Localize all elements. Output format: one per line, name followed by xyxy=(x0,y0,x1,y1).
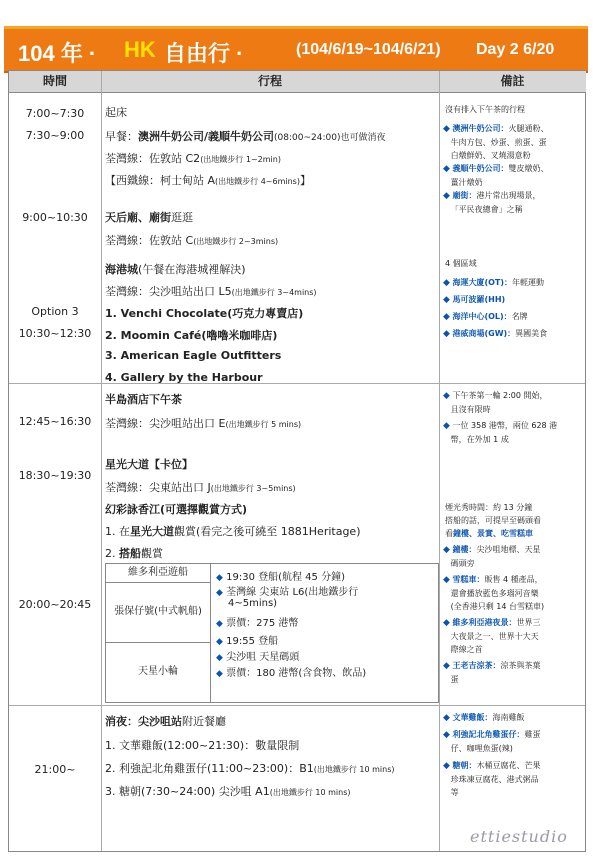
boat-junk: 張保仔號(中式帆船) xyxy=(106,582,210,643)
boat-table xyxy=(105,563,439,703)
note-7: ◆ 馬可波羅(HH) xyxy=(443,295,506,305)
header-year: 104 年 · xyxy=(18,41,97,66)
night-title: 消夜：尖沙咀站附近餐廳 xyxy=(105,715,226,728)
note-15: ◆ 維多利亞港夜景：世界三 大夜景之一、世界十大天 際線之首 xyxy=(443,618,541,654)
diamond-bullet-icon: ◆ xyxy=(443,278,450,288)
tea-title: 半島酒店下午茶 xyxy=(105,393,182,406)
night-1: 1. 文華雞飯(12:00~21:30)：數量限制 xyxy=(105,739,300,752)
star-route: 荃灣線：尖東站出口 J(出地鐵步行 3~5mins) xyxy=(105,481,296,494)
night-3: 3. 糖朝(7:30~24:00) 尖沙咀 A1(出地鐵步行 10 mins) xyxy=(105,785,351,798)
note-5: 4 個區域 xyxy=(445,259,477,268)
header-date-range: (104/6/19~104/6/21) xyxy=(296,41,441,58)
diamond-bullet-icon: ◆ xyxy=(443,618,450,628)
col-header-itinerary: 行程 xyxy=(101,71,439,93)
itinerary-table xyxy=(8,70,586,852)
symphony-option-1: 1. 在星光大道觀賞(看完之後可繞至 1881Heritage) xyxy=(105,525,361,538)
diamond-bullet-icon: ◆ xyxy=(443,164,450,174)
note-19: ◆ 糖朝：木桶豆腐花、芒果 珍珠凍豆腐花、港式粥品 等 xyxy=(443,761,541,797)
header-hk: HK xyxy=(124,37,156,62)
diamond-bullet-icon: ◆ xyxy=(443,545,450,555)
ferry-2: ◆ 尖沙咀 天星碼頭 xyxy=(216,652,300,663)
note-12: 煙光秀時間：約 13 分鐘 搭船的話，可提早至碼頭看 看鐘樓、景實、吃雪糕車 xyxy=(445,503,541,538)
boat-star-ferry: 天星小輪 xyxy=(138,666,178,677)
divider xyxy=(9,383,585,384)
breakfast: 早餐：澳洲牛奶公司/義順牛奶公司(08:00~24:00)也可做消夜 xyxy=(105,130,386,143)
diamond-bullet-icon: ◆ xyxy=(443,295,450,305)
page-header xyxy=(4,26,588,71)
divider xyxy=(101,71,102,851)
star-title: 星光大道【卡位】 xyxy=(105,458,193,471)
diamond-bullet-icon: ◆ xyxy=(443,661,450,671)
harbour-title: 海港城(午餐在海港城裡解決) xyxy=(105,263,246,276)
col-header-notes: 備註 xyxy=(439,71,586,93)
diamond-bullet-icon: ◆ xyxy=(216,573,223,583)
temple-title: 天后廟、廟街逛逛 xyxy=(105,211,193,224)
diamond-bullet-icon: ◆ xyxy=(443,421,450,431)
temple-route: 荃灣線：佐敦站 C(出地鐵步行 2~3mins) xyxy=(105,234,279,247)
note-17: ◆ 文華雞飯：海南雞飯 xyxy=(443,713,525,723)
divider xyxy=(210,564,211,702)
night-2: 2. 利強記北角雞蛋仔(11:00~23:00)：B1(出地鐵步行 10 mins) xyxy=(105,762,395,775)
diamond-bullet-icon: ◆ xyxy=(443,312,450,322)
wake: 起床 xyxy=(105,106,127,119)
diamond-bullet-icon: ◆ xyxy=(443,713,450,723)
symphony-option-2: 2. 搭船觀賞 xyxy=(105,547,163,560)
time-breakfast: 7:30~9:00 xyxy=(25,129,85,142)
col-header-time: 時間 xyxy=(9,71,101,93)
harbour-shop-3: 3. American Eagle Outfitters xyxy=(105,349,282,362)
diamond-bullet-icon: ◆ xyxy=(216,669,223,679)
note-10: ◆ 下午茶第一輪 2:00 開始， 且沒有限時 xyxy=(443,391,548,414)
breakfast-route-2: 【西鐵線：柯士甸站 A(出地鐵步行 4~6mins)】 xyxy=(105,174,311,187)
note-8: ◆ 海洋中心(OL)：名牌 xyxy=(443,312,528,322)
diamond-bullet-icon: ◆ xyxy=(216,619,223,629)
harbour-route: 荃灣線：尖沙咀站出口 L5(出地鐵步行 3~4mins) xyxy=(105,285,317,298)
harbour-shop-1: 1. Venchi Chocolate(巧克力專賣店) xyxy=(105,307,304,320)
diamond-bullet-icon: ◆ xyxy=(443,730,450,740)
symphony-title: 幻彩詠香江(可選擇觀賞方式) xyxy=(105,503,248,516)
ferry-1: ◆ 19:55 登船 xyxy=(216,636,279,647)
note-1: 沒有排入下午茶的行程 xyxy=(445,105,525,114)
diamond-bullet-icon: ◆ xyxy=(443,191,450,201)
time-symphony: 20:00~20:45 xyxy=(18,598,92,611)
junk-3: ◆ 票價：275 港幣 xyxy=(216,618,299,629)
note-3: ◆ 義順牛奶公司：雙皮燉奶、 薑汁燉奶 xyxy=(443,164,549,187)
note-9: ◆ 港威商場(GW)：異國美食 xyxy=(443,329,548,339)
ferry-3: ◆ 票價：180 港幣(含食物、飲品) xyxy=(216,668,367,679)
breakfast-route-1: 荃灣線：佐敦站 C2(出地鐵步行 1~2min) xyxy=(105,152,281,165)
diamond-bullet-icon: ◆ xyxy=(216,653,223,663)
junk-2b: 4~5mins) xyxy=(228,598,278,609)
time-harbour: 10:30~12:30 xyxy=(18,327,92,340)
note-14: ◆ 雪糕車：販售 4 種產品， 還會播放藍色多瑙河音樂 (全香港只剩 14 台雪糕車) xyxy=(443,575,545,611)
diamond-bullet-icon: ◆ xyxy=(216,588,223,598)
divider xyxy=(9,705,585,706)
harbour-shop-4: 4. Gallery by the Harbour xyxy=(105,371,263,384)
note-6: ◆ 海運大廈(OT)：年輕運動 xyxy=(443,278,545,288)
note-13: ◆ 鐘樓：尖沙咀地標、天星 碼頭旁 xyxy=(443,545,541,568)
divider xyxy=(439,71,440,851)
time-wake: 7:00~7:30 xyxy=(25,107,85,120)
time-temple: 9:00~10:30 xyxy=(22,211,88,224)
diamond-bullet-icon: ◆ xyxy=(443,761,450,771)
header-trip: 自由行 · xyxy=(164,41,244,66)
junk-1: ◆ 19:30 登船(航程 45 分鐘) xyxy=(216,572,345,583)
boat-header: 維多利亞遊船 xyxy=(106,564,210,583)
diamond-bullet-icon: ◆ xyxy=(443,575,450,585)
diamond-bullet-icon: ◆ xyxy=(216,637,223,647)
header-day: Day 2 6/20 xyxy=(476,41,555,58)
diamond-bullet-icon: ◆ xyxy=(443,124,450,134)
diamond-bullet-icon: ◆ xyxy=(443,391,450,401)
time-tea: 12:45~16:30 xyxy=(18,415,92,428)
time-night: 21:00~ xyxy=(34,763,76,776)
harbour-shop-2: 2. Moomin Café(嚕嚕米咖啡店) xyxy=(105,329,278,342)
diamond-bullet-icon: ◆ xyxy=(443,329,450,339)
time-option: Option 3 xyxy=(31,305,79,318)
note-11: ◆ 一位 358 港幣，兩位 628 港 幣，在外加 1 成 xyxy=(443,421,558,444)
note-18: ◆ 利強記北角雞蛋仔：雞蛋 仔、咖哩魚蛋(辣) xyxy=(443,730,541,753)
tea-route: 荃灣線：尖沙咀站出口 E(出地鐵步行 5 mins) xyxy=(105,417,302,430)
note-16: ◆ 王老吉涼茶：涼茶與茶葉 蛋 xyxy=(443,661,541,684)
note-4: ◆ 廟街：港片常出現場景， 「平民夜總會」之稱 xyxy=(443,191,541,214)
watermark: ettiestudio xyxy=(470,827,568,846)
note-2: ◆ 澳洲牛奶公司：火腿通粉、 牛肉方包、炒蛋、煎蛋、蛋 白燉鮮奶、叉燒湯意粉 xyxy=(443,124,549,160)
junk-2: ◆ 荃灣線 尖東站 L6(出地鐵步行 xyxy=(216,587,359,598)
time-star: 18:30~19:30 xyxy=(18,469,92,482)
